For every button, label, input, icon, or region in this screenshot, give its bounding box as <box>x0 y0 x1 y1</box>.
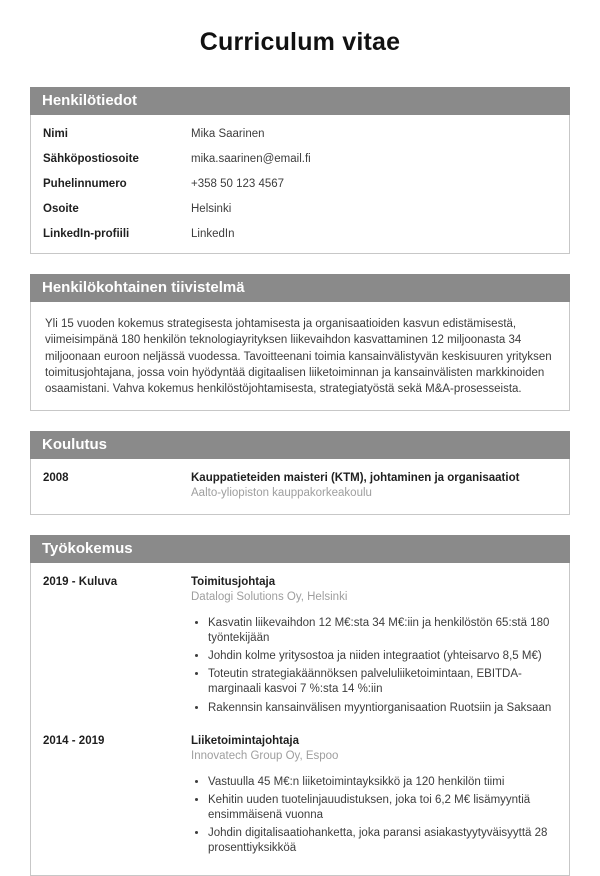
education-period: 2008 <box>43 471 69 484</box>
info-value-linkedin: LinkedIn <box>191 228 235 240</box>
section-header-personal: Henkilötiedot <box>30 87 570 115</box>
info-label-linkedin: LinkedIn-profiili <box>43 228 130 240</box>
info-row-email <box>43 153 557 165</box>
section-education <box>30 431 570 515</box>
section-summary <box>30 274 570 411</box>
page-title: Curriculum vitae <box>199 28 401 56</box>
experience-2-details <box>191 735 557 860</box>
experience-entry-2 <box>43 735 557 860</box>
section-body-summary <box>30 302 570 411</box>
experience-2-bullet: • Johdin digitalisaatiohanketta, joka paransi asiakastyytyväisyyttä 28 prosenttiyksikköä <box>208 826 557 856</box>
info-row-name <box>43 128 557 140</box>
experience-1-period: 2019 - Kuluva <box>43 575 118 588</box>
section-body-experience <box>30 563 570 876</box>
summary-paragraph: Yli 15 vuoden kokemus strategisesta johtamisesta ja organisaatioiden kasvun edistämisestä, viimeisimpänä 180 henkilön teknologiayrityksen liikevaihdon kasvattaminen 12 miljoonasta 34 miljoonaan euroon neljässä vuodessa. Tavoitteenani toimia kansainvälistyvän keskisuuren yrityksen toimitusjohtajana, jossa voin hyödyntää digitaalisen liiketoiminnan ja kansainvälisten markkinoiden osaamistani. Vahva kokemus henkilöstöjohtamisesta, strategiatyöstä sekä M&A-prosesseista. <box>45 318 552 396</box>
experience-1-bullets <box>191 616 557 716</box>
experience-1-company: Datalogi Solutions Oy, Helsinki <box>191 590 348 603</box>
section-header-summary: Henkilökohtainen tiivistelmä <box>30 274 570 302</box>
section-header-experience: Työkokemus <box>30 535 570 563</box>
section-header-education: Koulutus <box>30 431 570 459</box>
info-label-address: Osoite <box>43 203 79 215</box>
info-row-address <box>43 203 557 215</box>
info-value-name: Mika Saarinen <box>191 128 265 140</box>
section-experience <box>30 535 570 876</box>
experience-2-period: 2014 - 2019 <box>43 734 105 747</box>
section-body-personal <box>30 115 570 254</box>
education-details <box>191 472 557 499</box>
experience-2-bullet: • Kehitin uuden tuotelinjauudistuksen, joka toi 6,2 M€ lisämyyntiä ensimmäisenä vuonna <box>208 793 557 823</box>
info-label-phone: Puhelinnumero <box>43 178 127 190</box>
info-value-phone: +358 50 123 4567 <box>191 178 285 190</box>
info-label-name: Nimi <box>43 128 68 140</box>
experience-1-bullet: • Johdin kolme yritysostoa ja niiden integraatiot (yhteisarvo 8,5 M€) <box>208 649 557 664</box>
info-value-email: mika.saarinen@email.fi <box>191 153 311 165</box>
experience-2-role: Liiketoimintajohtaja <box>191 734 299 747</box>
experience-entry-1 <box>43 576 557 719</box>
experience-2-bullets <box>191 775 557 857</box>
education-entry <box>43 472 557 499</box>
info-value-address: Helsinki <box>191 203 232 215</box>
section-body-education <box>30 459 570 515</box>
section-personal-info <box>30 87 570 254</box>
experience-1-bullet: • Rakennsin kansainvälisen myyntiorganisaation Ruotsiin ja Saksaan <box>208 701 557 716</box>
experience-1-bullet: • Kasvatin liikevaihdon 12 M€:sta 34 M€:iin ja henkilöstön 65:stä 180 työntekijään <box>208 616 557 646</box>
education-degree: Kauppatieteiden maisteri (KTM), johtaminen ja organisaatiot <box>191 471 520 484</box>
experience-1-details <box>191 576 557 719</box>
experience-1-bullet: • Toteutin strategiakäännöksen palveluliiketoimintaan, EBITDA-marginaali kasvoi 7 %:sta 14 %:iin <box>208 667 557 697</box>
info-label-email: Sähköpostiosoite <box>43 153 139 165</box>
education-school: Aalto-yliopiston kauppakorkeakoulu <box>191 486 372 499</box>
info-row-phone <box>43 178 557 190</box>
experience-1-role: Toimitusjohtaja <box>191 575 276 588</box>
experience-2-bullet: • Vastuulla 45 M€:n liiketoimintayksikkö ja 120 henkilön tiimi <box>208 775 557 790</box>
info-row-linkedin <box>43 228 557 240</box>
experience-2-company: Innovatech Group Oy, Espoo <box>191 749 339 762</box>
